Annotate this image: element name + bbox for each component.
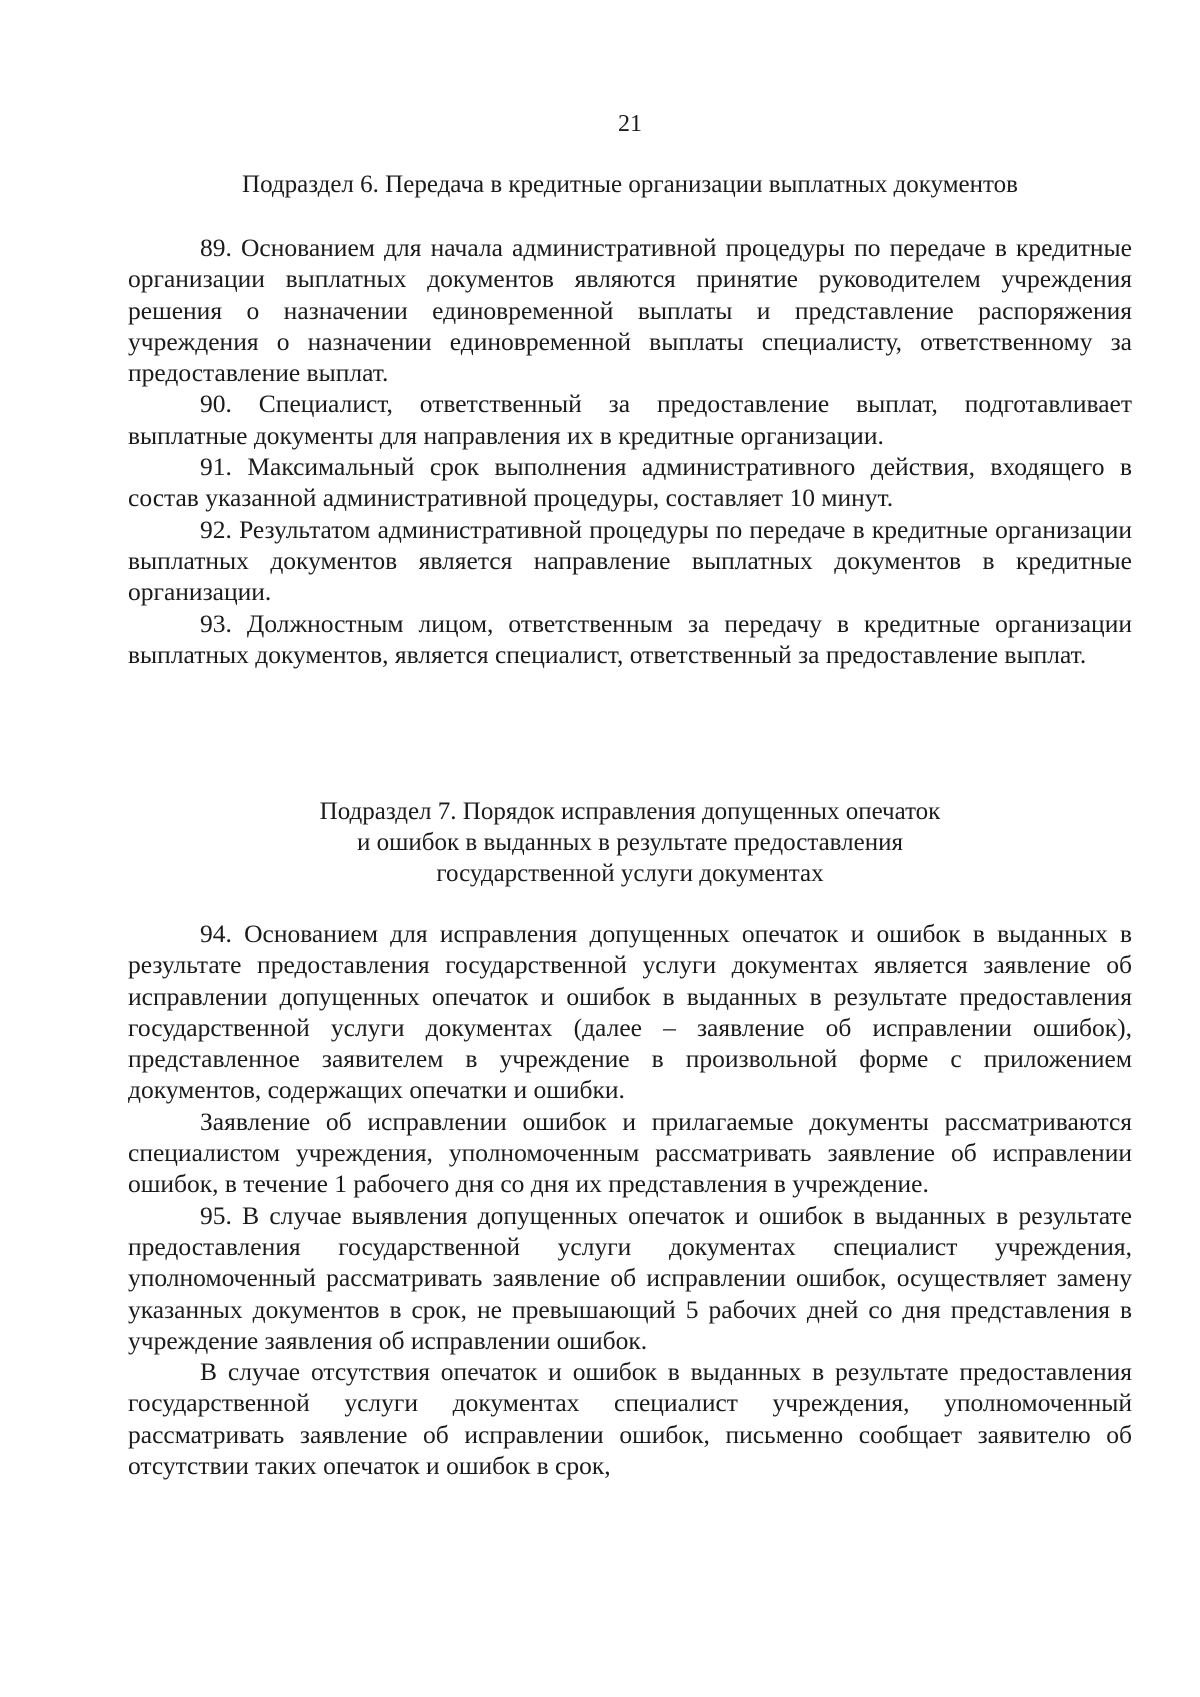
section-7-heading-line: государственной услуги документах: [436, 860, 824, 887]
paragraph-94-continued: Заявление об исправлении ошибок и прилагаемые документы рассматриваются специалистом учреждения, уполномоченным рассматривать заявление об исправлении ошибок, в течение 1 рабочего дня со дня их представления в учреждение.: [128, 1106, 1132, 1199]
paragraph-95-continued: В случае отсутствия опечаток и ошибок в выданных в результате предоставления государственной услуги документах специалист учреждения, уполномоченный рассматривать заявление об исправлении ошибок, письменно сообщает заявителю об отсутствии таких опечаток и ошибок в срок,: [128, 1357, 1132, 1481]
section-6-heading: Подраздел 6. Передача в кредитные организации выплатных документов: [242, 171, 1018, 198]
page-number: 21: [618, 111, 642, 137]
paragraph-93: 93. Должностным лицом, ответственным за передачу в кредитные организации выплатных документов, является специалист, ответственный за предоставление выплат.: [128, 608, 1132, 669]
section-6-body: [128, 232, 1132, 670]
section-7-heading: [0, 796, 1200, 889]
section-7-body: [128, 918, 1132, 1481]
paragraph-91: 91. Максимальный срок выполнения административного действия, входящего в состав указанной административной процедуры, составляет 10 минут.: [128, 452, 1132, 513]
paragraph-89: 89. Основанием для начала административной процедуры по передаче в кредитные организации выплатных документов являются принятие руководителем учреждения решения о назначении единовременной выплаты и представление распоряжения учреждения о назначении единовременной выплаты специалисту, ответственному за предоставление выплат.: [128, 233, 1132, 388]
paragraph-92: 92. Результатом административной процедуры по передаче в кредитные организации выплатных документов является направление выплатных документов в кредитные организации.: [128, 514, 1132, 607]
paragraph-95: 95. В случае выявления допущенных опечаток и ошибок в выданных в результате предоставления государственной услуги документах специалист учреждения, уполномоченный рассматривать заявление об исправлении ошибок, осуществляет замену указанных документов в срок, не превышающий 5 рабочих дней со дня представления в учреждение заявления об исправлении ошибок.: [128, 1200, 1132, 1355]
section-7-heading-line: и ошибок в выданных в результате предоставления: [357, 829, 903, 856]
section-7-heading-line: Подраздел 7. Порядок исправления допущенных опечаток: [319, 798, 941, 825]
paragraph-90: 90. Специалист, ответственный за предоставление выплат, подготавливает выплатные документы для направления их в кредитные организации.: [128, 389, 1132, 450]
paragraph-94: 94. Основанием для исправления допущенных опечаток и ошибок в выданных в результате предоставления государственной услуги документах является заявление об исправлении допущенных опечаток и ошибок в выданных в результате предоставления государственной услуги документах (далее – заявление об исправлении ошибок), представленное заявителем в учреждение в произвольной форме с приложением документов, содержащих опечатки и ошибки.: [128, 919, 1132, 1105]
